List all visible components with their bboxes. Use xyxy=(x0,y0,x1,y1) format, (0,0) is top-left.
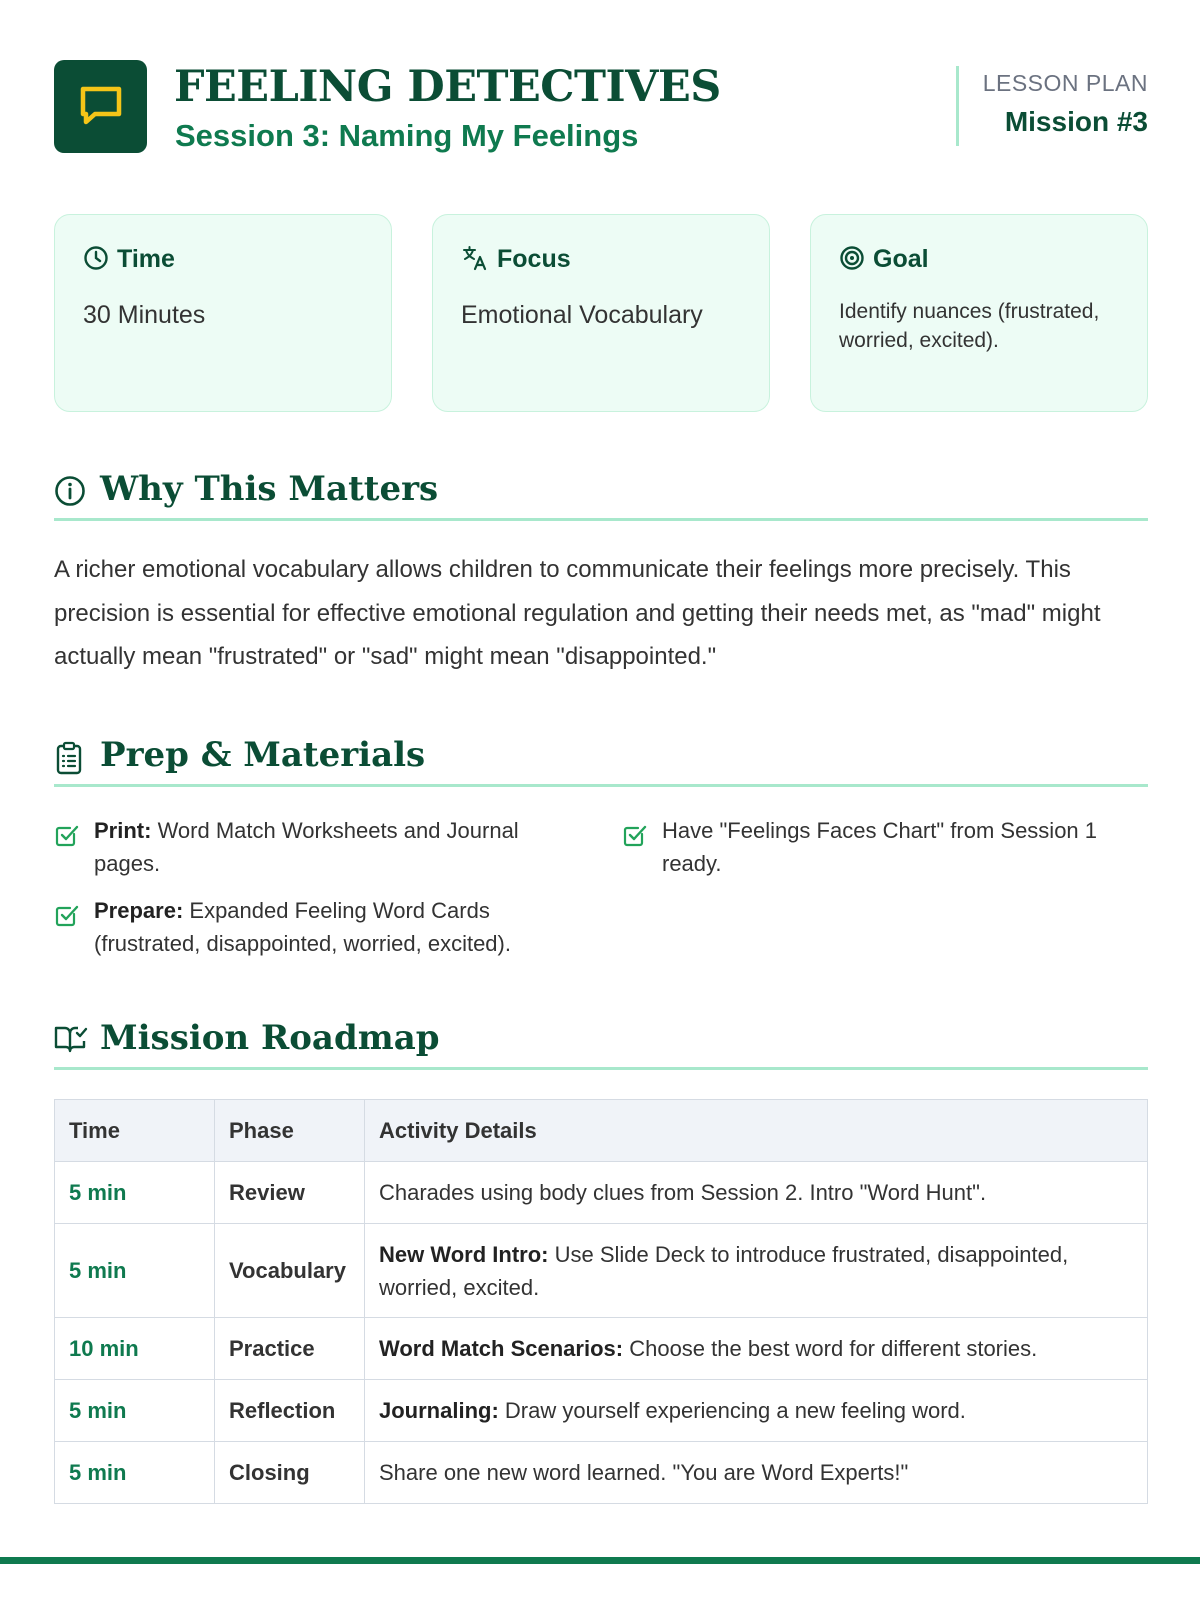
translate-icon xyxy=(461,244,489,272)
book-check-icon xyxy=(54,1024,88,1054)
page-title: FEELING DETECTIVES xyxy=(174,62,721,112)
card-label xyxy=(839,245,929,274)
prep-section-header xyxy=(54,727,1148,787)
row-phase: Closing xyxy=(215,1442,365,1504)
section-title: Why This Matters xyxy=(100,469,439,509)
row-time: 5 min xyxy=(55,1162,215,1224)
table-row xyxy=(55,1442,1148,1504)
material-item xyxy=(54,814,574,880)
info-icon xyxy=(54,475,86,507)
row-phase: Vocabulary xyxy=(215,1224,365,1318)
why-section-header xyxy=(54,461,1148,521)
material-bold: Prepare: xyxy=(94,898,184,923)
page-subtitle: Session 3: Naming My Feelings xyxy=(175,118,639,153)
logo xyxy=(54,60,147,153)
row-details-bold: Word Match Scenarios: xyxy=(379,1336,624,1361)
lesson-badge xyxy=(956,66,1148,146)
row-time: 5 min xyxy=(55,1380,215,1442)
card-label xyxy=(83,245,175,274)
row-details-text: Charades using body clues from Session 2. Intro "Word Hunt". xyxy=(379,1180,987,1205)
table-row xyxy=(55,1224,1148,1318)
roadmap-section-header xyxy=(54,1010,1148,1070)
clipboard-icon xyxy=(54,741,84,775)
row-details xyxy=(365,1162,1148,1224)
checkbox-checked-icon xyxy=(622,822,648,848)
mission-number: Mission #3 xyxy=(1004,106,1148,137)
checkbox-checked-icon xyxy=(54,822,80,848)
material-bold: Print: xyxy=(94,818,152,843)
focus-card xyxy=(432,214,770,412)
checkbox-checked-icon xyxy=(54,902,80,928)
footer-bar xyxy=(0,1557,1200,1564)
material-text: Have "Feelings Faces Chart" from Session 1 ready. xyxy=(662,818,1098,876)
material-item xyxy=(54,894,574,960)
material-text: Word Match Worksheets and Journal pages. xyxy=(94,818,519,876)
material-item xyxy=(622,814,1148,880)
row-details xyxy=(365,1380,1148,1442)
why-paragraph: A richer emotional vocabulary allows children to communicate their feelings more precisely. This precision is essential for effective emotional regulation and getting their needs met, as "mad" might actually mean "frustrated" or "sad" might mean "disappointed." xyxy=(54,556,1101,670)
row-time: 10 min xyxy=(55,1318,215,1380)
row-details-text: Share one new word learned. "You are Word Experts!" xyxy=(379,1460,909,1485)
card-value: Identify nuances (frustrated, worried, excited). xyxy=(839,300,1100,352)
lesson-label: LESSON PLAN xyxy=(982,70,1148,96)
roadmap-table xyxy=(54,1099,1148,1504)
card-value: Emotional Vocabulary xyxy=(461,301,703,329)
column-header-details: Activity Details xyxy=(365,1100,1148,1162)
row-time: 5 min xyxy=(55,1224,215,1318)
card-label-text: Time xyxy=(117,245,175,273)
material-text: Expanded Feeling Word Cards (frustrated, disappointed, worried, excited). xyxy=(94,898,511,956)
clock-icon xyxy=(83,245,109,271)
row-phase: Review xyxy=(215,1162,365,1224)
section-title: Mission Roadmap xyxy=(100,1018,440,1058)
header xyxy=(54,60,1148,154)
table-row xyxy=(55,1318,1148,1380)
row-details xyxy=(365,1318,1148,1380)
card-label xyxy=(461,245,571,274)
table-row xyxy=(55,1162,1148,1224)
target-icon xyxy=(839,245,865,271)
column-header-time: Time xyxy=(55,1100,215,1162)
section-title: Prep & Materials xyxy=(100,735,426,775)
row-details-text: Choose the best word for different stories. xyxy=(623,1336,1038,1361)
row-phase: Reflection xyxy=(215,1380,365,1442)
chat-bubble-icon xyxy=(76,82,126,132)
table-row xyxy=(55,1380,1148,1442)
row-details-bold: Journaling: xyxy=(379,1398,499,1423)
column-header-phase: Phase xyxy=(215,1100,365,1162)
row-details-bold: New Word Intro: xyxy=(379,1241,549,1267)
goal-card xyxy=(810,214,1148,412)
row-details-text: Draw yourself experiencing a new feeling word. xyxy=(498,1398,966,1423)
time-card xyxy=(54,214,392,412)
row-time: 5 min xyxy=(55,1442,215,1504)
row-phase: Practice xyxy=(215,1318,365,1380)
row-details xyxy=(365,1224,1148,1318)
row-details-text: Use Slide Deck to introduce frustrated, disappointed, worried, excited. xyxy=(379,1241,1069,1300)
card-label-text: Focus xyxy=(497,245,571,273)
card-value: 30 Minutes xyxy=(83,301,206,329)
card-label-text: Goal xyxy=(873,245,929,273)
table-header-row xyxy=(55,1100,1148,1162)
row-details xyxy=(365,1442,1148,1504)
